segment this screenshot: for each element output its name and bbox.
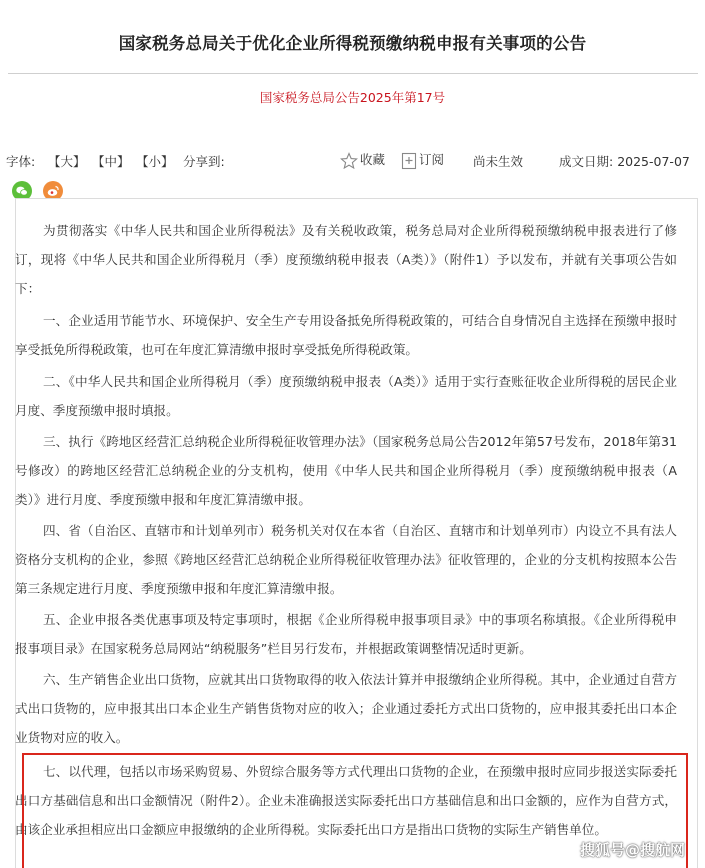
effect-status: 尚未生效 bbox=[473, 154, 524, 169]
paragraph-3: 三、执行《跨地区经营汇总纳税企业所得税征收管理办法》（国家税务总局公告2012年第57号发布，2018年第31号修改）的跨地区经营汇总纳税企业的分支机构，使用《中华人民共和国企业所得税月（季）度预缴纳税申报表（A类）》进行月度、季度预缴申报和年度汇算清缴申报。 bbox=[15, 434, 677, 507]
favorite-label: 收藏 bbox=[360, 152, 386, 167]
subscribe-label: 订阅 bbox=[419, 152, 445, 167]
issue-date bbox=[559, 152, 690, 170]
paragraph-intro: 为贯彻落实《中华人民共和国企业所得税法》及有关税收政策，税务总局对企业所得税预缴纳税申报表进行了修订，现将《中华人民共和国企业所得税月（季）度预缴纳税申报表（A类）》（附件1）予以发布，并就有关事项公告如下： bbox=[15, 223, 677, 296]
issue-date-value: 2025-07-07 bbox=[617, 154, 690, 169]
font-small-button[interactable]: 【小】 bbox=[136, 154, 174, 169]
paragraph-7: 七、以代理，包括以市场采购贸易、外贸综合服务等方式代理出口货物的企业，在预缴申报时应同步报送实际委托出口方基础信息和出口金额情况（附件2）。企业未准确报送实际委托出口方基础信息和出口金额的，应作为自营方式，由该企业承担相应出口金额应申报缴纳的企业所得税。实际委托出口方是指出口货物的实际生产销售单位。 bbox=[15, 764, 677, 837]
paragraph-5: 五、企业申报各类优惠事项及特定事项时，根据《企业所得税申报事项目录》中的事项名称填报。《企业所得税申报事项目录》在国家税务总局网站“纳税服务”栏目另行发布，并根据政策调整情况适时更新。 bbox=[15, 612, 677, 656]
font-size-label: 字体: bbox=[6, 154, 36, 169]
favorite-button[interactable] bbox=[340, 150, 385, 170]
font-medium-button[interactable]: 【中】 bbox=[92, 154, 130, 169]
article-toolbar bbox=[6, 152, 702, 172]
star-icon bbox=[340, 152, 358, 170]
page-title: 国家税务总局关于优化企业所得税预缴纳税申报有关事项的公告 bbox=[118, 34, 587, 53]
paragraph-2: 二、《中华人民共和国企业所得税月（季）度预缴纳税申报表（A类）》适用于实行查账征收企业所得税的居民企业月度、季度预缴申报时填报。 bbox=[15, 374, 677, 418]
issue-date-label: 成文日期: bbox=[559, 154, 614, 169]
watermark: 搜狐号@搜航网 bbox=[580, 841, 686, 859]
share-label: 分享到: bbox=[183, 154, 225, 169]
font-large-button[interactable]: 【大】 bbox=[48, 154, 86, 169]
document-number: 国家税务总局公告2025年第17号 bbox=[259, 90, 446, 105]
paragraph-1: 一、企业适用节能节水、环境保护、安全生产专用设备抵免所得税政策的，可结合自身情况自主选择在预缴申报时享受抵免所得税政策，也可在年度汇算清缴申报时享受抵免所得税政策。 bbox=[15, 313, 677, 357]
subscribe-icon bbox=[401, 152, 417, 170]
paragraph-6: 六、生产销售企业出口货物，应就其出口货物取得的收入依法计算并申报缴纳企业所得税。其中，企业通过自营方式出口货物的，应申报其出口本企业生产销售货物对应的收入；企业通过委托方式出口货物的，应申报其委托出口本企业货物对应的收入。 bbox=[15, 672, 677, 745]
paragraph-4: 四、省（自治区、直辖市和计划单列市）税务机关对仅在本省（自治区、直辖市和计划单列市）内设立不具有法人资格分支机构的企业，参照《跨地区经营汇总纳税企业所得税征收管理办法》征收管理的，企业的分支机构按照本公告第三条规定进行月度、季度预缴申报和年度汇算清缴申报。 bbox=[15, 523, 677, 596]
title-divider bbox=[8, 73, 698, 74]
subscribe-button[interactable] bbox=[401, 150, 444, 170]
